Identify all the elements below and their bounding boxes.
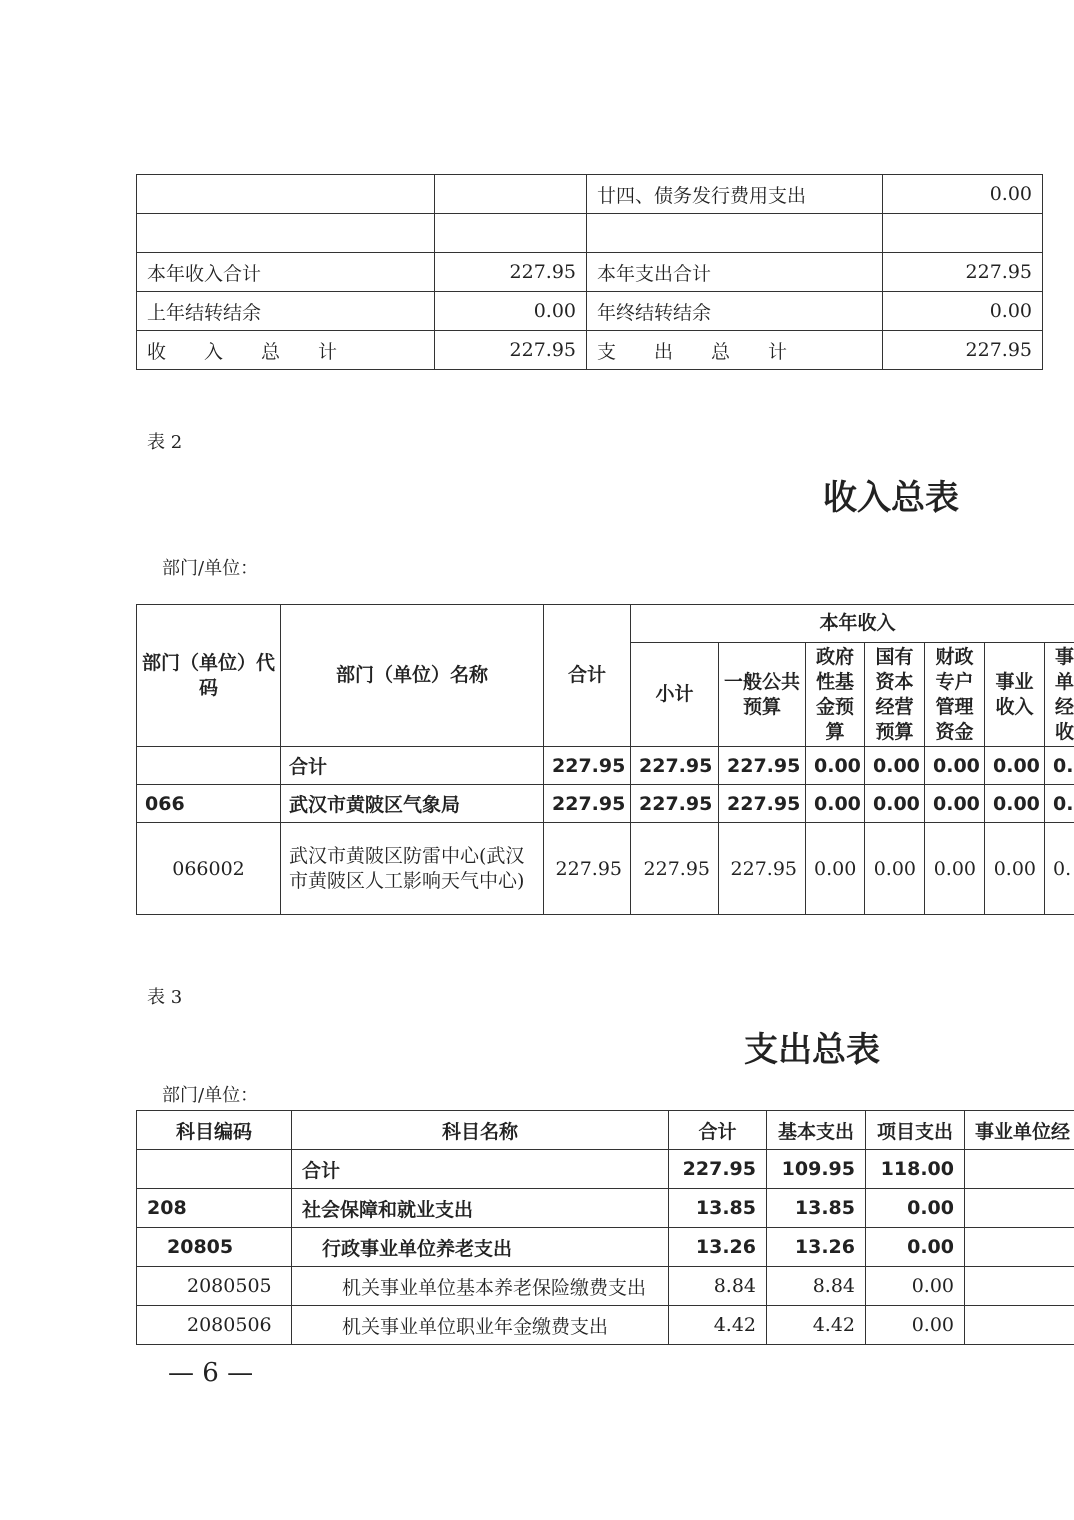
header-general: 一般公共预算	[719, 643, 806, 747]
header-total: 合计	[669, 1111, 767, 1150]
cell: 4.42	[767, 1306, 866, 1345]
cell: 2080505	[137, 1267, 292, 1306]
table-row	[137, 253, 1043, 292]
cell: 社会保障和就业支出	[292, 1189, 669, 1228]
dept-label: 部门/单位：	[162, 558, 259, 579]
cell: 支 出 总 计	[587, 331, 883, 370]
cell: 0.00	[883, 175, 1043, 214]
cell: 收 入 总 计	[137, 331, 435, 370]
header-code: 部门（单位）代码	[137, 605, 281, 747]
header-subtotal: 小计	[631, 643, 719, 747]
cell: 年终结转结余	[587, 292, 883, 331]
cell: 066	[137, 785, 281, 823]
cell: 227.95	[631, 747, 719, 785]
cell: 8.84	[669, 1267, 767, 1306]
cell: 0.00	[435, 292, 587, 331]
cell	[137, 747, 281, 785]
cell: 0.00	[866, 1306, 965, 1345]
cell: 227.95	[544, 785, 631, 823]
cell: 0.00	[866, 1189, 965, 1228]
table-row	[137, 1228, 1074, 1267]
table-row	[137, 1267, 1074, 1306]
cell: 机关事业单位基本养老保险缴费支出	[292, 1267, 669, 1306]
cell: 行政事业单位养老支出	[292, 1228, 669, 1267]
header-total: 合计	[544, 605, 631, 747]
cell: 0.00	[925, 747, 985, 785]
cell: 227.95	[719, 823, 806, 915]
table-row	[137, 175, 1043, 214]
header-code: 科目编码	[137, 1111, 292, 1150]
header-basic: 基本支出	[767, 1111, 866, 1150]
page-title: 收入总表	[823, 478, 959, 518]
cell: 本年收入合计	[137, 253, 435, 292]
cell: 0.00	[925, 785, 985, 823]
header-group: 本年收入	[631, 605, 1074, 643]
table-row	[137, 1189, 1074, 1228]
cell: 066002	[137, 823, 281, 915]
table-row	[137, 214, 1043, 253]
cell: 0.00	[806, 823, 865, 915]
cell: 0.00	[806, 785, 865, 823]
header-name: 科目名称	[292, 1111, 669, 1150]
cell: 4.42	[669, 1306, 767, 1345]
cell: 227.95	[719, 747, 806, 785]
table-label: 表 3	[147, 987, 183, 1008]
table-row	[137, 331, 1043, 370]
income-expense-summary-table	[136, 174, 1043, 370]
cell: 20805	[137, 1228, 292, 1267]
cell: 227.95	[435, 253, 587, 292]
cell: 0.	[1045, 823, 1074, 915]
cell: 118.00	[866, 1150, 965, 1189]
cell	[137, 175, 435, 214]
cell	[137, 1150, 292, 1189]
expense-total-table	[136, 1110, 1074, 1345]
cell: 0.	[1045, 785, 1074, 823]
cell	[965, 1150, 1074, 1189]
cell: 0.00	[985, 747, 1045, 785]
dept-label: 部门/单位：	[162, 1085, 259, 1106]
cell: 227.95	[631, 823, 719, 915]
cell	[435, 214, 587, 253]
cell: 227.95	[631, 785, 719, 823]
cell: 0.00	[866, 1267, 965, 1306]
cell: 0.00	[985, 823, 1045, 915]
cell	[435, 175, 587, 214]
cell: 0.	[1045, 747, 1074, 785]
cell: 合计	[292, 1150, 669, 1189]
cell: 机关事业单位职业年金缴费支出	[292, 1306, 669, 1345]
cell: 227.95	[544, 747, 631, 785]
cell: 227.95	[883, 331, 1043, 370]
table-row	[137, 1150, 1074, 1189]
cell	[965, 1228, 1074, 1267]
table-header-row	[137, 1111, 1074, 1150]
cell: 合计	[281, 747, 544, 785]
cell: 13.85	[669, 1189, 767, 1228]
header-career: 事业单位经	[965, 1111, 1074, 1150]
table-row	[137, 747, 1074, 785]
cell	[965, 1306, 1074, 1345]
cell	[965, 1267, 1074, 1306]
cell: 0.00	[883, 292, 1043, 331]
cell	[883, 214, 1043, 253]
cell: 上年结转结余	[137, 292, 435, 331]
table-label: 表 2	[147, 432, 183, 453]
cell: 0.00	[865, 785, 925, 823]
header-name: 部门（单位）名称	[281, 605, 544, 747]
cell: 0.00	[866, 1228, 965, 1267]
income-total-table	[136, 604, 1074, 915]
cell: 0.00	[985, 785, 1045, 823]
header-project: 项目支出	[866, 1111, 965, 1150]
cell: 0.00	[865, 823, 925, 915]
cell: 8.84	[767, 1267, 866, 1306]
table-row	[137, 292, 1043, 331]
page-number: — 6 —	[168, 1358, 254, 1388]
cell: 13.26	[767, 1228, 866, 1267]
cell	[137, 214, 435, 253]
cell: 2080506	[137, 1306, 292, 1345]
table-row	[137, 823, 1074, 915]
cell: 廿四、债务发行费用支出	[587, 175, 883, 214]
cell: 227.95	[883, 253, 1043, 292]
header-career: 事业收入	[985, 643, 1045, 747]
table-row	[137, 1306, 1074, 1345]
cell: 227.95	[544, 823, 631, 915]
cell	[965, 1189, 1074, 1228]
cell: 227.95	[719, 785, 806, 823]
cell: 13.85	[767, 1189, 866, 1228]
cell: 227.95	[435, 331, 587, 370]
header-stateasset: 国有资本经营预算	[865, 643, 925, 747]
cell: 本年支出合计	[587, 253, 883, 292]
page-title: 支出总表	[744, 1030, 880, 1070]
cell: 武汉市黄陂区气象局	[281, 785, 544, 823]
cell: 0.00	[925, 823, 985, 915]
cell: 0.00	[865, 747, 925, 785]
cell: 227.95	[669, 1150, 767, 1189]
cell: 0.00	[806, 747, 865, 785]
cell: 208	[137, 1189, 292, 1228]
header-fiscal: 财政专户管理资金	[925, 643, 985, 747]
table-header-row	[137, 605, 1074, 643]
cell	[587, 214, 883, 253]
header-op: 事单经收	[1045, 643, 1074, 747]
table-row	[137, 785, 1074, 823]
cell: 13.26	[669, 1228, 767, 1267]
header-govfund: 政府性基金预算	[806, 643, 865, 747]
cell: 109.95	[767, 1150, 866, 1189]
cell: 武汉市黄陂区防雷中心(武汉市黄陂区人工影响天气中心)	[281, 823, 544, 915]
